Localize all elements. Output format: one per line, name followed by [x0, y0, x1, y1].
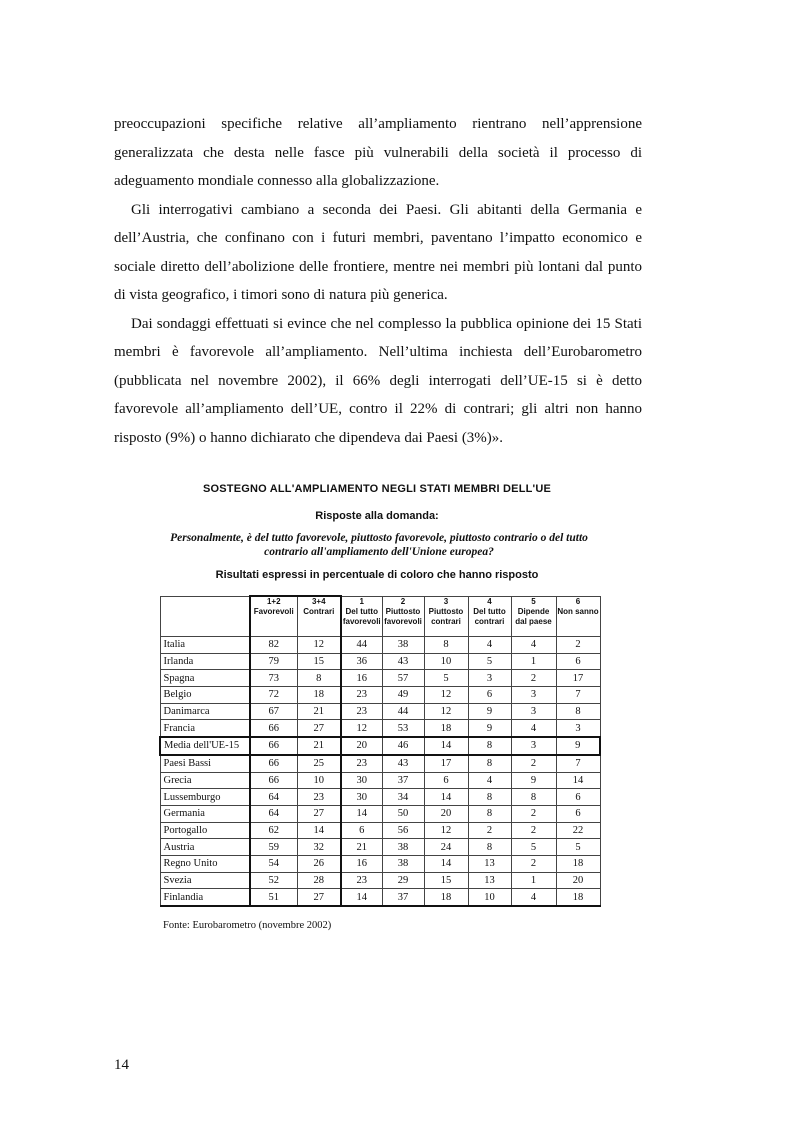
value-cell: 38	[382, 637, 424, 654]
value-cell: 2	[511, 822, 556, 839]
value-cell: 18	[424, 720, 468, 737]
value-cell: 2	[468, 822, 511, 839]
value-cell: 8	[468, 805, 511, 822]
value-cell: 20	[341, 737, 382, 755]
value-cell: 56	[382, 822, 424, 839]
value-cell: 5	[556, 839, 600, 856]
country-cell: Svezia	[160, 872, 250, 889]
value-cell: 14	[424, 789, 468, 806]
value-cell: 23	[341, 755, 382, 772]
value-cell: 18	[297, 687, 341, 704]
table-row	[160, 737, 600, 755]
value-cell: 8	[468, 737, 511, 755]
country-cell: Germania	[160, 805, 250, 822]
value-cell: 66	[250, 737, 297, 755]
table-row	[160, 839, 600, 856]
value-cell: 15	[424, 872, 468, 889]
paragraph: Dai sondaggi effettuati si evince che nel complesso la pubblica opinione dei 15 Stati membri è favorevole all’ampliamento. Nell’ultima inchiesta dell’Eurobarometro (pubblicata nel novembre 2002), il 66% degli interrogati dell’UE-15 si è detto favorevole all’ampliamento dell’UE, contro il 22% di contrari; gli altri non hanno risposto (9%) o hanno dichiarato che dipendeva dai Paesi (3%)».	[114, 315, 642, 446]
value-cell: 2	[511, 805, 556, 822]
value-cell: 8	[511, 789, 556, 806]
value-cell: 50	[382, 805, 424, 822]
value-cell: 14	[556, 772, 600, 789]
column-header: Piuttosto favorevoli	[382, 607, 424, 637]
value-cell: 20	[556, 872, 600, 889]
table-row	[160, 720, 600, 737]
value-cell: 18	[424, 889, 468, 906]
value-cell: 38	[382, 839, 424, 856]
paragraph: preoccupazioni specifiche relative all’ampliamento rientrano nell’apprensione generalizzata che desta nelle fasce più vulnerabili della società il processo di adeguamento mondiale connesso alla globalizzazione.	[114, 116, 642, 189]
column-number: 4	[468, 596, 511, 607]
value-cell: 5	[424, 670, 468, 687]
table-row	[160, 772, 600, 789]
value-cell: 9	[556, 737, 600, 755]
value-cell: 28	[297, 872, 341, 889]
value-cell: 2	[511, 855, 556, 872]
table-row	[160, 637, 600, 654]
table-row	[160, 653, 600, 670]
value-cell: 38	[382, 855, 424, 872]
table-row	[160, 872, 600, 889]
value-cell: 43	[382, 755, 424, 772]
value-cell: 23	[297, 789, 341, 806]
value-cell: 12	[424, 822, 468, 839]
value-cell: 21	[297, 737, 341, 755]
value-cell: 3	[511, 687, 556, 704]
value-cell: 8	[468, 755, 511, 772]
value-cell: 10	[468, 889, 511, 906]
value-cell: 9	[468, 720, 511, 737]
survey-table	[159, 595, 601, 907]
body-text	[114, 110, 642, 452]
country-cell: Francia	[160, 720, 250, 737]
country-cell: Lussemburgo	[160, 789, 250, 806]
figure-source: Fonte: Eurobarometro (novembre 2002)	[163, 920, 332, 931]
value-cell: 62	[250, 822, 297, 839]
value-cell: 36	[341, 653, 382, 670]
value-cell: 10	[297, 772, 341, 789]
value-cell: 79	[250, 653, 297, 670]
country-cell: Media dell'UE-15	[160, 737, 250, 755]
figure-title: SOSTEGNO ALL'AMPLIAMENTO NEGLI STATI MEMBRI DELL'UE	[202, 483, 552, 495]
page-number: 14	[114, 1057, 129, 1073]
value-cell: 4	[511, 889, 556, 906]
value-cell: 4	[468, 637, 511, 654]
value-cell: 64	[250, 789, 297, 806]
table-row	[160, 755, 600, 772]
table-row	[160, 822, 600, 839]
table-row	[160, 670, 600, 687]
country-cell: Belgio	[160, 687, 250, 704]
value-cell: 7	[556, 687, 600, 704]
value-cell: 1	[511, 653, 556, 670]
value-cell: 12	[424, 687, 468, 704]
value-cell: 23	[341, 703, 382, 720]
value-cell: 46	[382, 737, 424, 755]
value-cell: 17	[556, 670, 600, 687]
value-cell: 57	[382, 670, 424, 687]
value-cell: 72	[250, 687, 297, 704]
value-cell: 27	[297, 889, 341, 906]
value-cell: 2	[511, 670, 556, 687]
column-number: 2	[382, 596, 424, 607]
value-cell: 6	[556, 789, 600, 806]
value-cell: 66	[250, 772, 297, 789]
value-cell: 67	[250, 703, 297, 720]
value-cell: 4	[511, 637, 556, 654]
value-cell: 6	[556, 653, 600, 670]
value-cell: 34	[382, 789, 424, 806]
column-header: Contrari	[297, 607, 341, 637]
value-cell: 4	[468, 772, 511, 789]
value-cell: 66	[250, 755, 297, 772]
value-cell: 54	[250, 855, 297, 872]
value-cell: 30	[341, 789, 382, 806]
value-cell: 3	[556, 720, 600, 737]
paragraph: Gli interrogativi cambiano a seconda dei Paesi. Gli abitanti della Germania e dell’Austria, che confinano con i futuri membri, paventano l’impatto economico e sociale diretto dell’abolizione delle frontiere, mentre nei membri più lontani dal punto di vista geografico, i timori sono di natura più generica.	[114, 201, 642, 303]
value-cell: 10	[424, 653, 468, 670]
value-cell: 2	[511, 755, 556, 772]
value-cell: 7	[556, 755, 600, 772]
country-cell: Danimarca	[160, 703, 250, 720]
column-number: 3+4	[297, 596, 341, 607]
value-cell: 44	[382, 703, 424, 720]
column-number: 1+2	[250, 596, 297, 607]
value-cell: 14	[424, 737, 468, 755]
value-cell: 15	[297, 653, 341, 670]
value-cell: 18	[556, 889, 600, 906]
value-cell: 16	[341, 670, 382, 687]
country-cell: Regno Unito	[160, 855, 250, 872]
country-cell: Finlandia	[160, 889, 250, 906]
value-cell: 12	[341, 720, 382, 737]
country-cell: Irlanda	[160, 653, 250, 670]
value-cell: 6	[424, 772, 468, 789]
value-cell: 51	[250, 889, 297, 906]
value-cell: 12	[297, 637, 341, 654]
survey-figure	[149, 473, 605, 943]
value-cell: 37	[382, 772, 424, 789]
country-cell: Austria	[160, 839, 250, 856]
value-cell: 16	[341, 855, 382, 872]
value-cell: 26	[297, 855, 341, 872]
value-cell: 6	[341, 822, 382, 839]
value-cell: 18	[556, 855, 600, 872]
value-cell: 49	[382, 687, 424, 704]
table-row	[160, 789, 600, 806]
value-cell: 4	[511, 720, 556, 737]
column-number: 6	[556, 596, 600, 607]
survey-question: Personalmente, è del tutto favorevole, piuttosto favorevole, piuttosto contrario o del tutto contrario all'ampliamento dell'Unione europea?	[170, 532, 588, 558]
value-cell: 37	[382, 889, 424, 906]
country-cell: Paesi Bassi	[160, 755, 250, 772]
value-cell: 52	[250, 872, 297, 889]
value-cell: 44	[341, 637, 382, 654]
value-cell: 13	[468, 872, 511, 889]
value-cell: 24	[424, 839, 468, 856]
column-header: Favorevoli	[250, 607, 297, 637]
value-cell: 25	[297, 755, 341, 772]
value-cell: 82	[250, 637, 297, 654]
header-corner	[160, 596, 250, 637]
table-row	[160, 703, 600, 720]
value-cell: 27	[297, 720, 341, 737]
value-cell: 20	[424, 805, 468, 822]
value-cell: 1	[511, 872, 556, 889]
table-row	[160, 805, 600, 822]
table-row	[160, 889, 600, 906]
value-cell: 12	[424, 703, 468, 720]
table-row	[160, 687, 600, 704]
value-cell: 23	[341, 687, 382, 704]
value-cell: 8	[556, 703, 600, 720]
column-header: Non sanno	[556, 607, 600, 637]
column-header: Del tutto contrari	[468, 607, 511, 637]
value-cell: 5	[468, 653, 511, 670]
value-cell: 9	[511, 772, 556, 789]
value-cell: 3	[468, 670, 511, 687]
column-header: Del tutto favorevoli	[341, 607, 382, 637]
results-caption: Risultati espressi in percentuale di coloro che hanno risposto	[215, 569, 539, 581]
table-body	[160, 637, 600, 907]
value-cell: 8	[424, 637, 468, 654]
column-header: Piuttosto contrari	[424, 607, 468, 637]
value-cell: 53	[382, 720, 424, 737]
value-cell: 8	[468, 839, 511, 856]
column-number: 3	[424, 596, 468, 607]
value-cell: 8	[468, 789, 511, 806]
value-cell: 14	[424, 855, 468, 872]
country-cell: Grecia	[160, 772, 250, 789]
value-cell: 64	[250, 805, 297, 822]
column-number: 1	[341, 596, 382, 607]
column-header: Dipende dal paese	[511, 607, 556, 637]
value-cell: 6	[468, 687, 511, 704]
value-cell: 30	[341, 772, 382, 789]
table-row	[160, 855, 600, 872]
country-cell: Spagna	[160, 670, 250, 687]
value-cell: 3	[511, 703, 556, 720]
value-cell: 5	[511, 839, 556, 856]
value-cell: 6	[556, 805, 600, 822]
figure-subtitle: Risposte alla domanda:	[315, 510, 439, 522]
value-cell: 32	[297, 839, 341, 856]
value-cell: 9	[468, 703, 511, 720]
value-cell: 27	[297, 805, 341, 822]
value-cell: 66	[250, 720, 297, 737]
value-cell: 14	[341, 805, 382, 822]
value-cell: 13	[468, 855, 511, 872]
value-cell: 22	[556, 822, 600, 839]
value-cell: 8	[297, 670, 341, 687]
value-cell: 14	[297, 822, 341, 839]
value-cell: 23	[341, 872, 382, 889]
value-cell: 73	[250, 670, 297, 687]
value-cell: 59	[250, 839, 297, 856]
value-cell: 21	[341, 839, 382, 856]
country-cell: Italia	[160, 637, 250, 654]
value-cell: 21	[297, 703, 341, 720]
value-cell: 14	[341, 889, 382, 906]
value-cell: 2	[556, 637, 600, 654]
country-cell: Portogallo	[160, 822, 250, 839]
value-cell: 3	[511, 737, 556, 755]
value-cell: 43	[382, 653, 424, 670]
column-number: 5	[511, 596, 556, 607]
value-cell: 17	[424, 755, 468, 772]
value-cell: 29	[382, 872, 424, 889]
